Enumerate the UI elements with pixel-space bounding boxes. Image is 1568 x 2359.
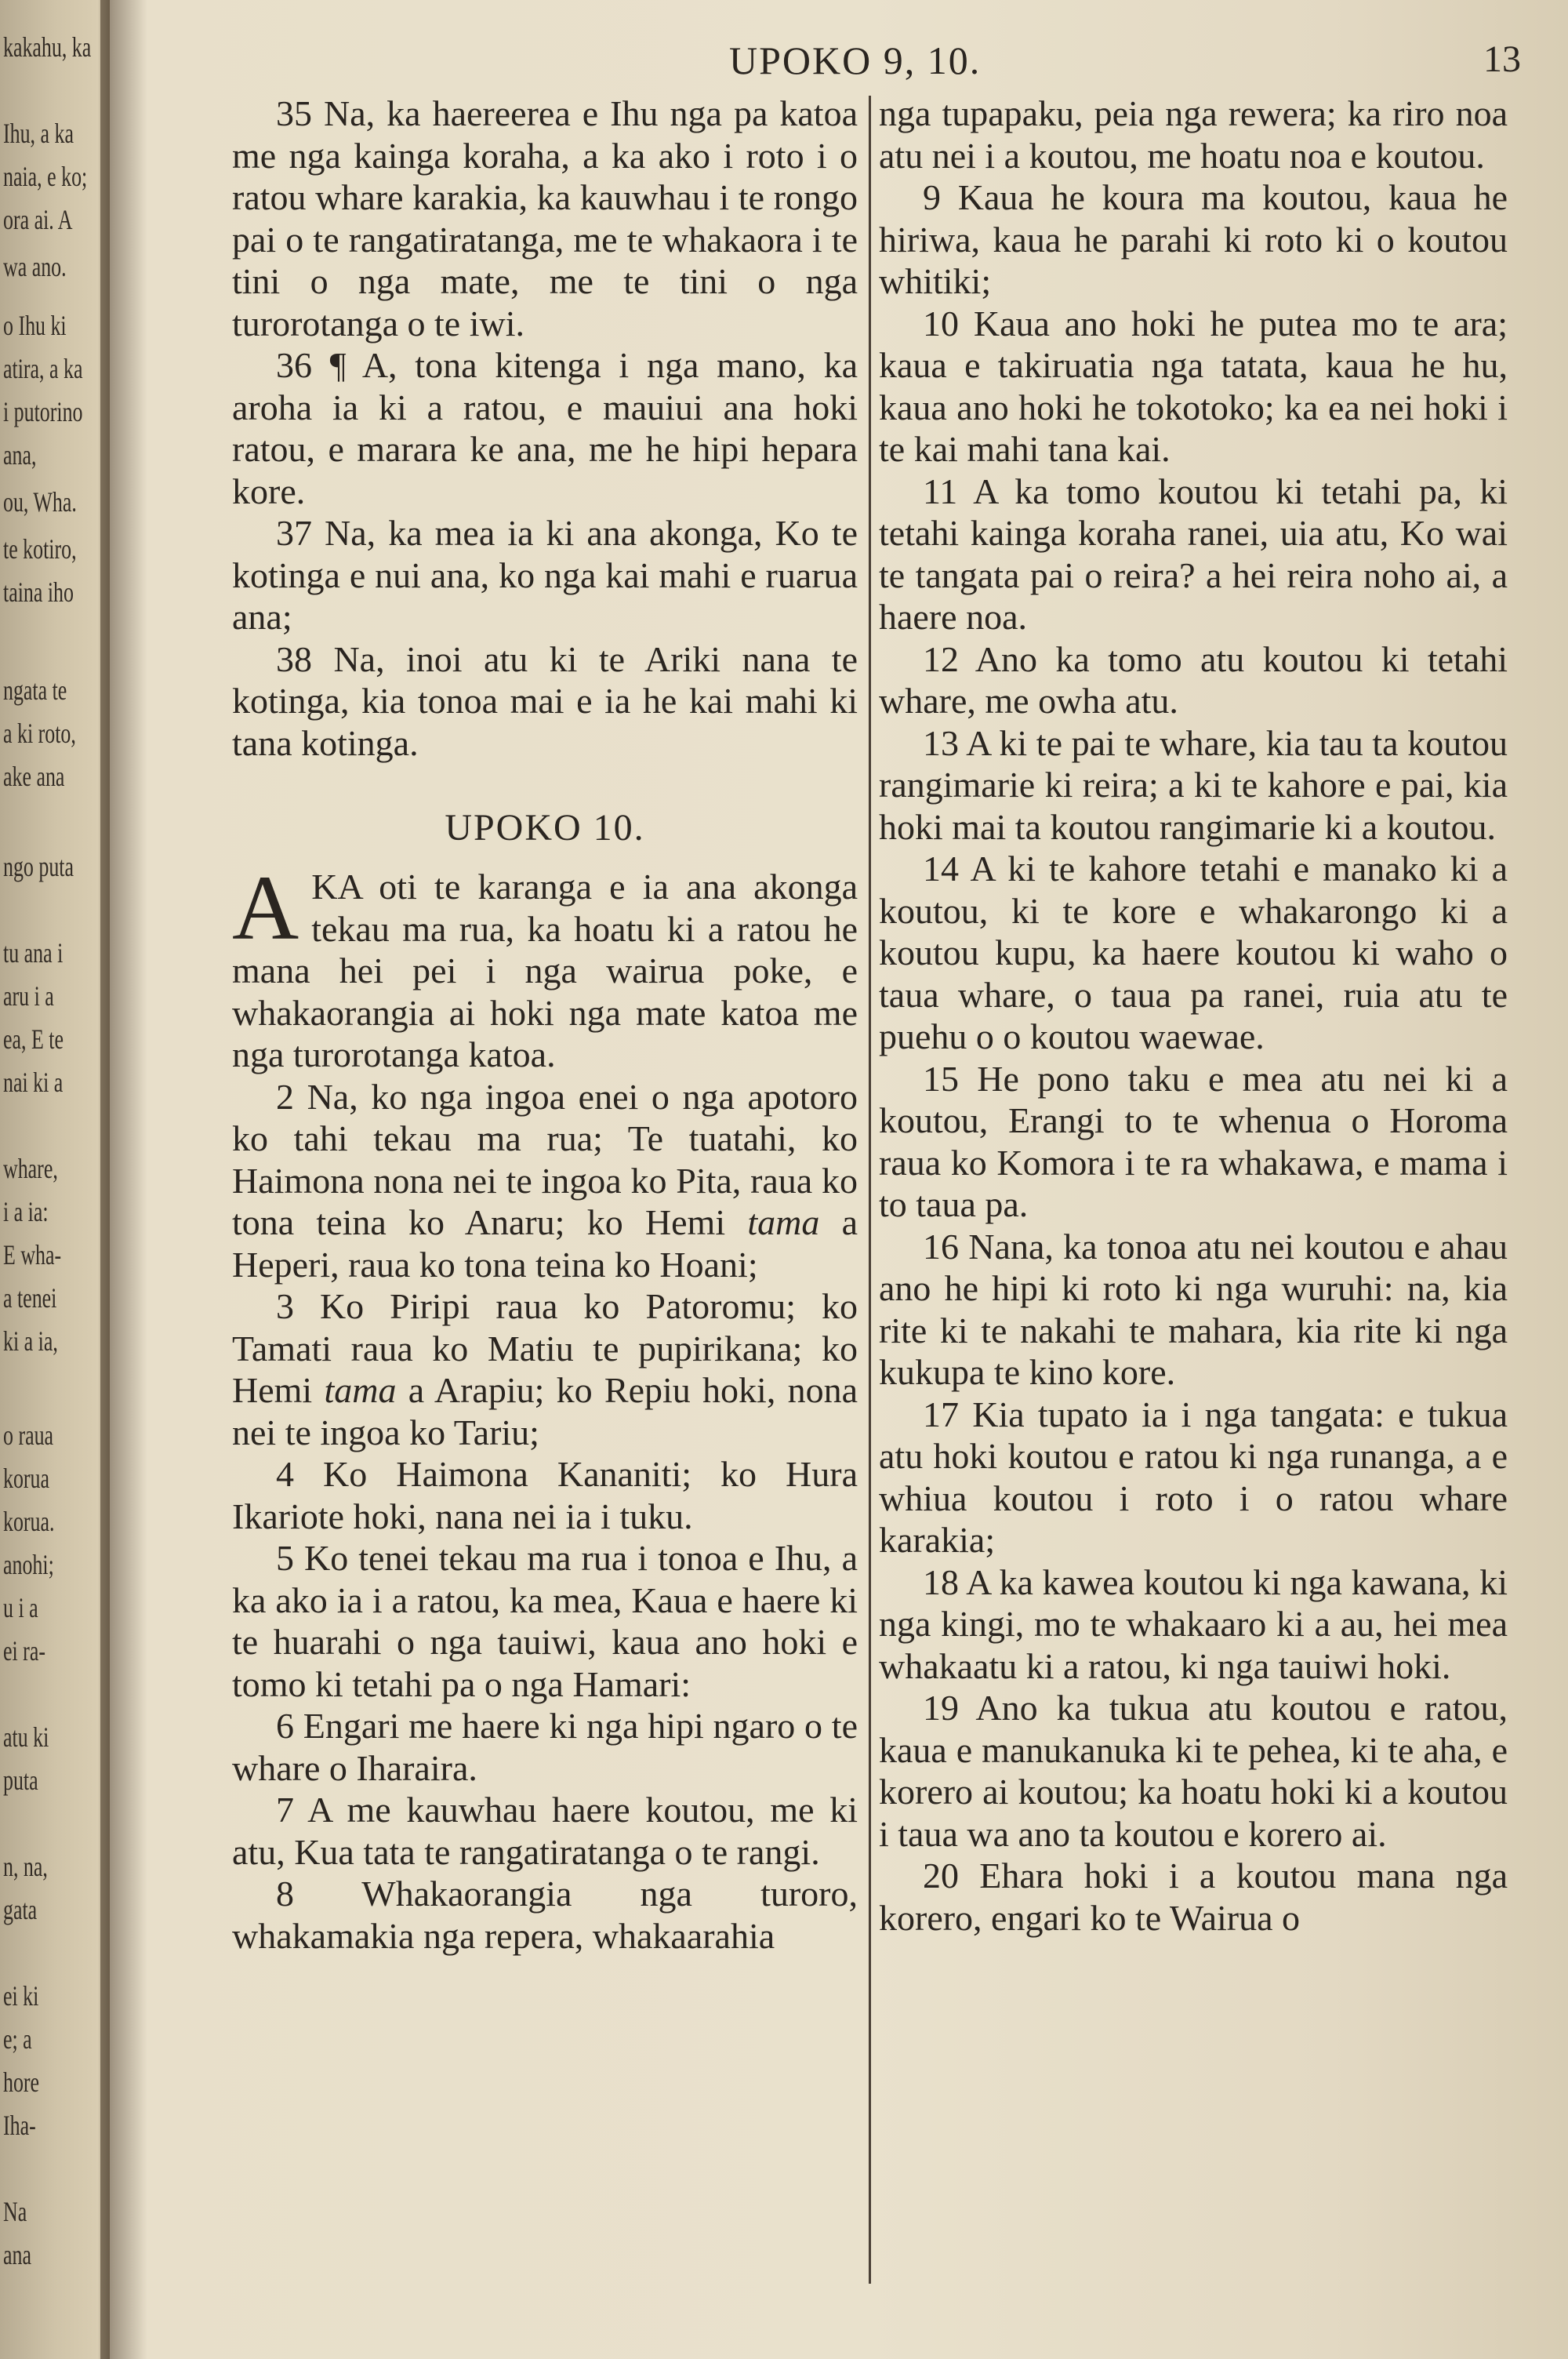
previous-page-fragment: atira, a ka: [3, 353, 83, 384]
previous-page-fragment: a tenei: [3, 1282, 57, 1314]
verse-10-2-italic: tama: [747, 1202, 820, 1242]
previous-page-fragment: i a ia:: [3, 1196, 49, 1227]
verse-10-3-end: a Arapiu; ko Repiu hoki, nona nei te ingoa ko Tariu;: [232, 1370, 858, 1452]
previous-page-fragment: wa ano.: [3, 251, 67, 282]
previous-page-fragment: ora ai. A: [3, 204, 73, 235]
verse-10-12: 12 Ano ka tomo atu koutou ki tetahi whare, me owha atu.: [879, 638, 1508, 721]
previous-page-fragment: hore: [3, 2066, 40, 2098]
verse-10-4: 4 Ko Haimona Kananiti; ko Hura Ikariote hoki, nana nei ia i tuku.: [232, 1454, 858, 1536]
verse-10-2: [232, 1076, 858, 1286]
previous-page-fragment: Ihu, a ka: [3, 118, 74, 149]
previous-page-fragment: te kotiro,: [3, 533, 77, 565]
verse-10-3-text: 3 Ko Piripi raua ko Patoromu; ko Tamati raua ko Matiu te pupirikana; ko Hemi: [232, 1286, 858, 1410]
verse-10-1: [232, 856, 858, 1076]
previous-page-fragment: ea, E te: [3, 1023, 64, 1055]
verse-10-3-italic: tama: [324, 1370, 397, 1410]
previous-page-fragment: puta: [3, 1765, 38, 1796]
previous-page-fragment: tu ana i: [3, 937, 64, 969]
verse-10-9: 9 Kaua he koura ma koutou, kaua he hiriwa, kaua he parahi ki roto ki o koutou whitiki;: [879, 177, 1508, 301]
chapter-heading: UPOKO 10.: [445, 807, 645, 849]
verse-9-38: 38 Na, inoi atu ki te Ariki nana te kotinga, kia tonoa mai e ia he kai mahi ki tana kotinga.: [232, 638, 858, 763]
verse-10-14: 14 A ki te kahore tetahi e manako ki a koutou, ki te kore e whakarongo ki a koutou kupu, ka haere koutou ki waho o taua whare, o taua pa ranei, ruia atu te puehu o o koutou waewae.: [879, 849, 1508, 1056]
verse-9-37: 37 Na, ka mea ia ki ana akonga, Ko te kotinga e nui ana, ko nga kai mahi e ruarua ana;: [232, 513, 858, 637]
previous-page-fragment: e; a: [3, 2023, 32, 2055]
gutter-shadow: [100, 0, 147, 2359]
previous-page-fragment: korua: [3, 1463, 50, 1494]
verse-10-2-end: a Heperi, raua ko tona teina ko Hoani;: [232, 1202, 858, 1285]
verse-10-8: 8 Whakaorangia nga turoro, whakamakia nga repera, whakaarahia: [232, 1874, 858, 1956]
previous-page-fragment: ngata te: [3, 674, 67, 706]
verse-10-16: 16 Nana, ka tonoa atu nei koutou e ahau ano he hipi ki roto ki nga wuruhi: na, kia rite ki te nakahi te mahara, kia rite ki nga kukupa te kino kore.: [879, 1226, 1508, 1392]
right-column: [879, 93, 1508, 1939]
verse-10-3: [232, 1285, 858, 1453]
previous-page-fragment: a ki roto,: [3, 718, 76, 749]
previous-page-fragment: E wha-: [3, 1239, 62, 1270]
verse-10-11: 11 A ka tomo koutou ki tetahi pa, ki tetahi kainga koraha ranei, uia atu, Ko wai te tangata pai o reira? a hei reira noho ai, a haere noa.: [879, 471, 1508, 637]
previous-page-edge: [0, 0, 110, 2359]
previous-page-fragment: anohi;: [3, 1549, 54, 1580]
page-header: [235, 38, 1521, 85]
previous-page-fragment: Na: [3, 2196, 27, 2227]
previous-page-fragment: taina iho: [3, 576, 74, 608]
previous-page-fragment: ana,: [3, 439, 37, 471]
verse-10-2-text: 2 Na, ko nga ingoa enei o nga apotoro ko tahi tekau ma rua; Te tuatahi, ko Haimona nona nei te ingoa ko Pita, raua ko tona teina ko Anaru; ko Hemi: [232, 1076, 858, 1242]
verse-10-15: 15 He pono taku e mea atu nei ki a koutou, Erangi to te whenua o Horoma raua ko Komora i te ra whakawa, e mama i to taua pa.: [879, 1058, 1508, 1224]
verse-10-18: 18 A ka kawea koutou ki nga kawana, ki nga kingi, mo te whakaaro ki a au, hei mea whakaatu ki a ratou, ki nga tauiwi hoki.: [879, 1561, 1508, 1686]
verse-10-5: 5 Ko tenei tekau ma rua i tonoa e Ihu, a ka ako ia i a ratou, ka mea, Kaua e haere ki te huarahi o nga tauiwi, kaua ano hoki e tomo ki tetahi pa o nga Hamari:: [232, 1538, 858, 1704]
verse-10-7: 7 A me kauwhau haere koutou, me ki atu, Kua tata te rangatiratanga o te rangi.: [232, 1790, 858, 1872]
previous-page-fragment: whare,: [3, 1153, 58, 1184]
running-head: UPOKO 9, 10.: [729, 38, 982, 82]
previous-page-fragment: Iha-: [3, 2110, 36, 2141]
previous-page-fragment: gata: [3, 1894, 38, 1925]
previous-page-fragment: o Ihu ki: [3, 310, 67, 341]
previous-page-fragment: ake ana: [3, 761, 65, 792]
verse-10-1-text: KA oti te karanga e ia ana akonga tekau ma rua, ka hoatu ki a ratou he mana hei pei i nga wairua poke, e whakaorangia ai hoki nga mate katoa me nga turorotanga katoa.: [232, 867, 858, 1074]
previous-page-fragment: n, na,: [3, 1851, 48, 1882]
previous-page-fragment: nai ki a: [3, 1067, 64, 1098]
drop-cap: A: [232, 856, 299, 959]
verse-10-8-cont: nga tupapaku, peia nga rewera; ka riro noa atu nei i a koutou, me hoatu noa e koutou.: [879, 93, 1508, 176]
verse-10-10: 10 Kaua ano hoki he putea mo te ara; kaua e takiruatia nga tatata, kaua he hu, kaua ano hoki he tokotoko; ka ea nei hoki i te kai mahi tana kai.: [879, 303, 1508, 469]
verse-10-6: 6 Engari me haere ki nga hipi ngaro o te whare o Iharaira.: [232, 1706, 858, 1788]
previous-page-fragment: ei ki: [3, 1980, 39, 2012]
previous-page-fragment: i putorino: [3, 396, 83, 427]
page-number: 13: [1483, 38, 1521, 80]
verse-9-36: 36 ¶ A, tona kitenga i nga mano, ka aroha ia ki a ratou, e mauiui ana hoki ratou, e marara ke ana, me he hipi hepara kore.: [232, 345, 858, 511]
previous-page-fragment: naia, e ko;: [3, 161, 88, 192]
previous-page-fragment: ou, Wha.: [3, 486, 77, 518]
verse-10-17: 17 Kia tupato ia i nga tangata: e tukua atu hoki koutou e ratou ki nga runanga, a e whiua koutou i roto i o ratou whare karakia;: [879, 1394, 1508, 1560]
previous-page-fragment: aru i a: [3, 980, 54, 1012]
verse-9-35: 35 Na, ka haereerea e Ihu nga pa katoa me nga kainga koraha, a ka ako i roto i o ratou whare karakia, ka kauwhau i te rongo pai o te rangatiratanga, me te whakaora i te tini o nga mate, me te tini o nga turorotanga o te iwi.: [232, 93, 858, 343]
previous-page-fragment: o raua: [3, 1419, 54, 1451]
previous-page-fragment: kakahu, ka: [3, 31, 92, 63]
previous-page-fragment: korua.: [3, 1506, 55, 1537]
previous-page-fragment: u i a: [3, 1592, 38, 1623]
previous-page-fragment: ana: [3, 2239, 31, 2270]
previous-page-fragment: ki a ia,: [3, 1325, 58, 1357]
column-divider: [869, 96, 871, 2284]
verse-10-13: 13 A ki te pai te whare, kia tau ta koutou rangimarie ki reira; a ki te kahore e pai, kia hoki mai ta koutou rangimarie ki a koutou.: [879, 722, 1508, 847]
previous-page-fragment: atu ki: [3, 1721, 49, 1753]
previous-page-fragment: ngo puta: [3, 851, 74, 882]
left-column: [232, 93, 858, 1957]
verse-10-19: 19 Ano ka tukua atu koutou e ratou, kaua e manukanuka ki te pehea, ki te aha, e korero ai koutou; ka hoatu hoki ki a koutou i taua wa ano ta koutou e korero ai.: [879, 1688, 1508, 1854]
previous-page-fragment: ei ra-: [3, 1635, 45, 1667]
verse-10-20: 20 Ehara hoki i a koutou mana nga korero, engari ko te Wairua o: [879, 1856, 1508, 1938]
